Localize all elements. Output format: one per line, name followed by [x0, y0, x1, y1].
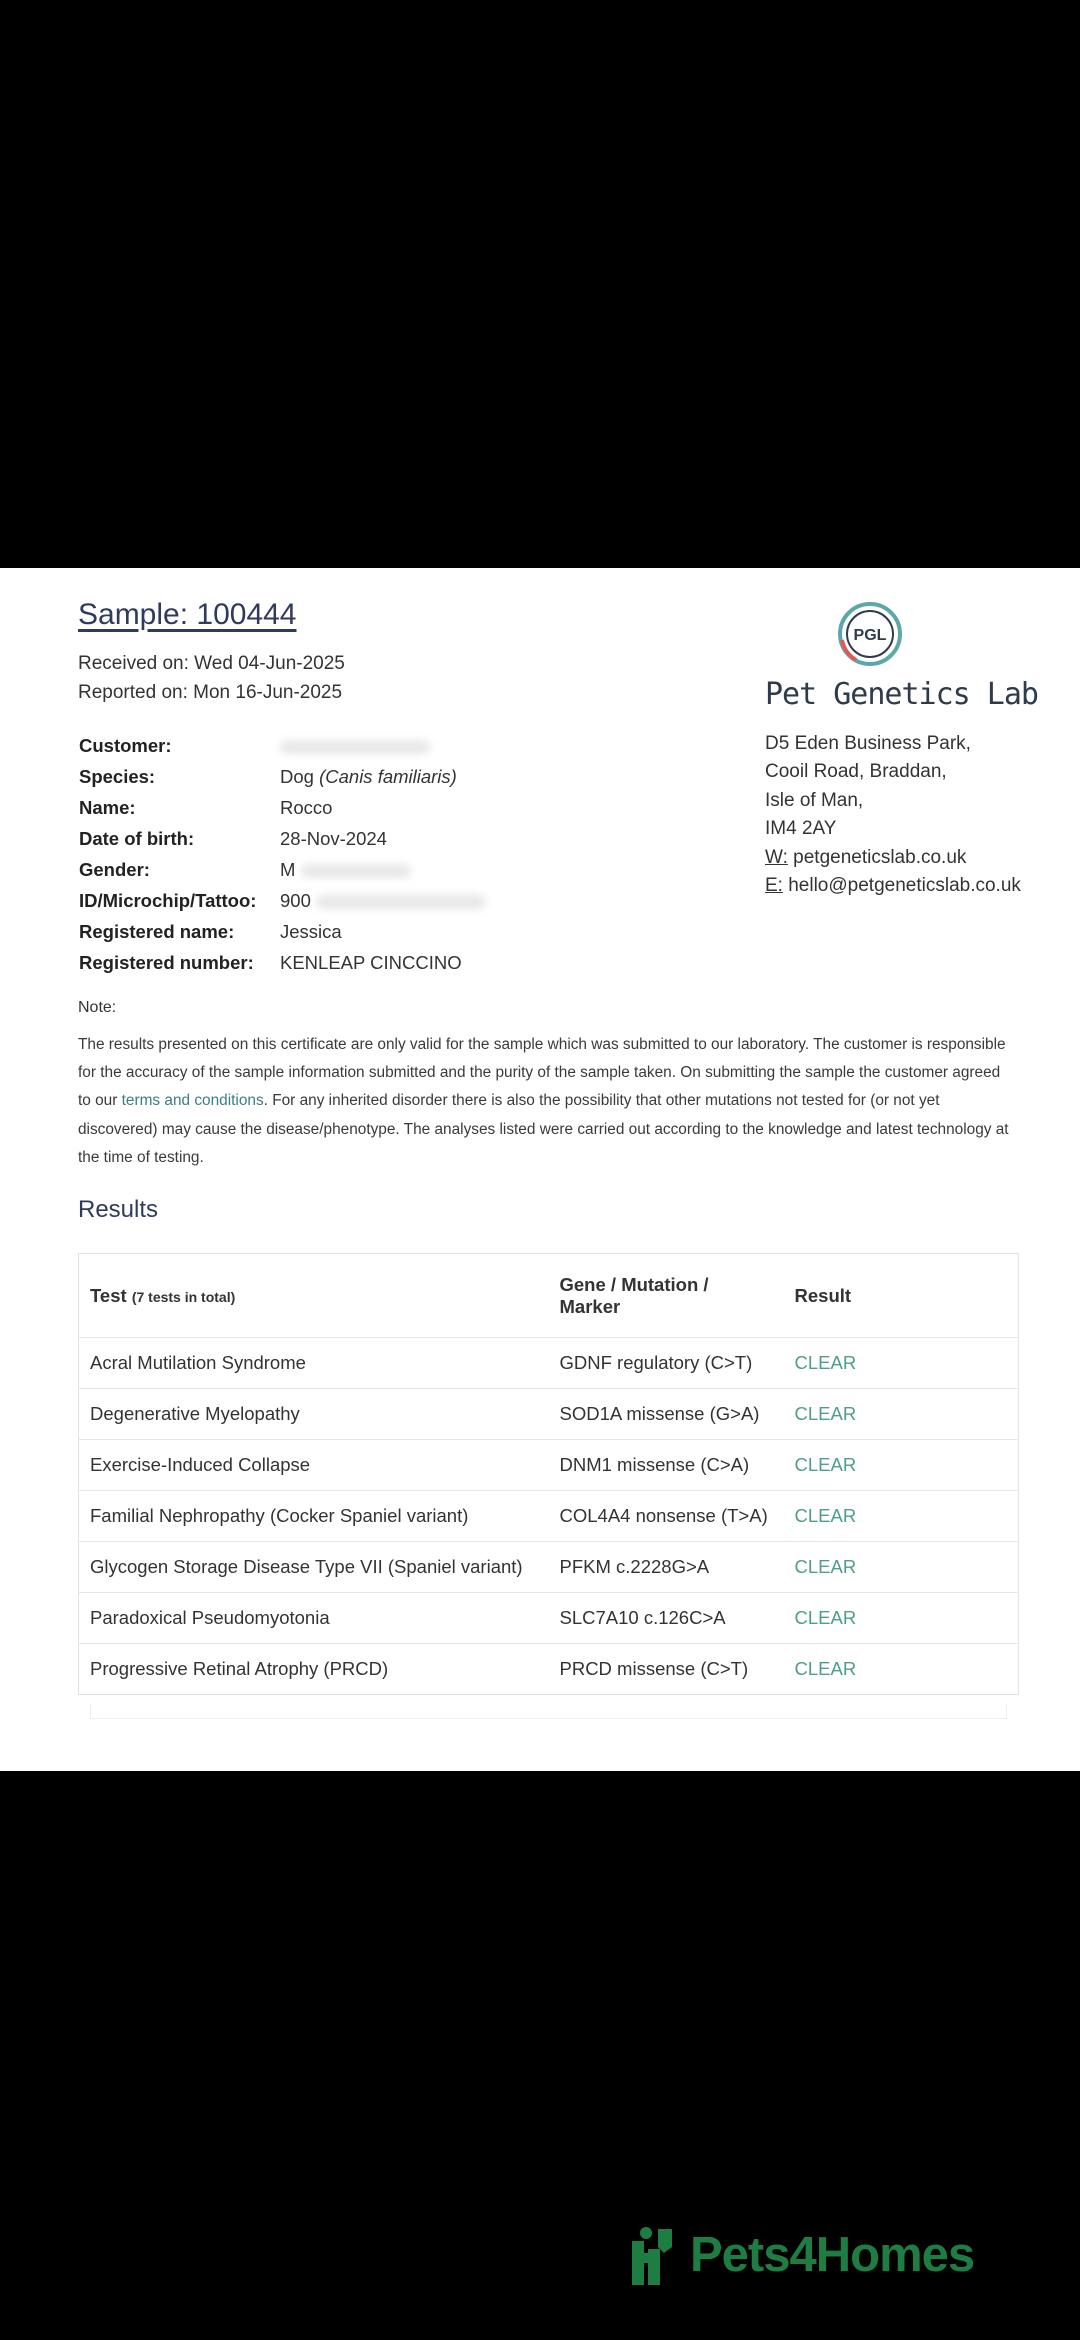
- lab-name: Pet Genetics Lab: [765, 677, 1038, 712]
- gender-label: Gender:: [79, 858, 150, 880]
- detail-row-species: [79, 761, 486, 792]
- id-value: 900: [280, 885, 486, 916]
- sample-dates: [78, 649, 345, 707]
- lab-email[interactable]: E: hello@petgeneticslab.co.uk: [765, 875, 1021, 897]
- lab-address: [765, 730, 1021, 900]
- detail-row-customer: [79, 730, 486, 761]
- table-row: Progressive Retinal Atrophy (PRCD) PRCD missense (C>T) CLEAR: [79, 1644, 1019, 1695]
- note-label: Note:: [78, 999, 117, 1016]
- detail-row-name: [79, 792, 486, 823]
- customer-value: [280, 730, 486, 761]
- table-row: Exercise-Induced Collapse DNM1 missense (C>A) CLEAR: [79, 1440, 1019, 1491]
- result-status: CLEAR: [784, 1491, 1019, 1542]
- sample-title: Sample: 100444: [78, 598, 297, 631]
- col-result: Result: [794, 1284, 852, 1306]
- regnum-label: Registered number:: [79, 951, 254, 973]
- detail-row-dob: [79, 823, 486, 854]
- result-status: CLEAR: [784, 1338, 1019, 1389]
- detail-row-gender: [79, 854, 486, 885]
- name-value: Rocco: [280, 796, 333, 818]
- dob-label: Date of birth:: [79, 827, 195, 849]
- address-line: Cooil Road, Braddan,: [765, 761, 947, 783]
- reported-date: Reported on: Mon 16-Jun-2025: [78, 682, 343, 703]
- lab-logo: [765, 600, 1038, 712]
- result-status: CLEAR: [784, 1440, 1019, 1491]
- detail-row-regnum: [79, 947, 486, 978]
- table-row: Familial Nephropathy (Cocker Spaniel variant) COL4A4 nonsense (T>A) CLEAR: [79, 1491, 1019, 1542]
- id-label: ID/Microchip/Tattoo:: [79, 889, 257, 911]
- pets4homes-logo-icon: [628, 2225, 684, 2285]
- dob-value: 28-Nov-2024: [280, 827, 387, 849]
- watermark-text: Pets4Homes: [690, 2228, 975, 2282]
- col-gene: Gene / Mutation / Marker: [559, 1273, 709, 1317]
- result-status: CLEAR: [784, 1389, 1019, 1440]
- terms-link[interactable]: terms and conditions: [121, 1092, 264, 1110]
- detail-row-id: [79, 885, 486, 916]
- regname-value: Jessica: [280, 920, 342, 942]
- gender-value: M: [280, 854, 486, 885]
- address-line: Isle of Man,: [765, 789, 864, 811]
- received-date: Received on: Wed 04-Jun-2025: [78, 653, 345, 674]
- redaction: [301, 864, 411, 878]
- col-test: Test (7 tests in total): [90, 1284, 236, 1306]
- redaction: [280, 740, 430, 754]
- table-row: Degenerative Myelopathy SOD1A missense (G>A) CLEAR: [79, 1389, 1019, 1440]
- certificate-page: [0, 568, 1080, 1771]
- lab-website[interactable]: W: petgeneticslab.co.uk: [765, 846, 967, 868]
- table-row: Acral Mutilation Syndrome GDNF regulatory (C>T) CLEAR: [79, 1338, 1019, 1389]
- sample-details: [79, 730, 486, 978]
- redaction: [316, 895, 486, 909]
- regname-label: Registered name:: [79, 920, 235, 942]
- table-row: Glycogen Storage Disease Type VII (Spaniel variant) PFKM c.2228G>A CLEAR: [79, 1542, 1019, 1593]
- detail-row-regname: [79, 916, 486, 947]
- table-row: Paradoxical Pseudomyotonia SLC7A10 c.126C>A CLEAR: [79, 1593, 1019, 1644]
- name-label: Name:: [79, 796, 136, 818]
- results-header-row: [79, 1254, 1019, 1338]
- svg-text:PGL: PGL: [853, 627, 887, 644]
- species-label: Species:: [79, 765, 156, 787]
- address-line: IM4 2AY: [765, 818, 837, 840]
- result-status: CLEAR: [784, 1542, 1019, 1593]
- pgl-logo-icon: [836, 600, 904, 668]
- address-line: D5 Eden Business Park,: [765, 733, 971, 754]
- customer-label: Customer:: [79, 734, 172, 756]
- results-heading: Results: [78, 1196, 159, 1223]
- result-status: CLEAR: [784, 1593, 1019, 1644]
- table-shadow: [90, 1704, 1007, 1719]
- results-table: [78, 1253, 1019, 1695]
- note-text: The results presented on this certificate are only valid for the sample which was submitted to our laboratory. The customer is responsible for the accuracy of the sample information submitted and the purity of the sample taken. On submitting the sample the customer agreed to our terms and conditions. For any inherited disorder there is also the possibility that other mutations not tested for (or not yet discovered) may cause the disease/phenotype. The analyses listed were carried out according to the knowledge and latest technology at the time of testing.: [78, 1036, 1009, 1166]
- regnum-value: KENLEAP CINCCINO: [280, 951, 462, 973]
- species-value: Dog (Canis familiaris): [280, 765, 457, 787]
- pets4homes-watermark: [628, 2225, 974, 2285]
- result-status: CLEAR: [784, 1644, 1019, 1695]
